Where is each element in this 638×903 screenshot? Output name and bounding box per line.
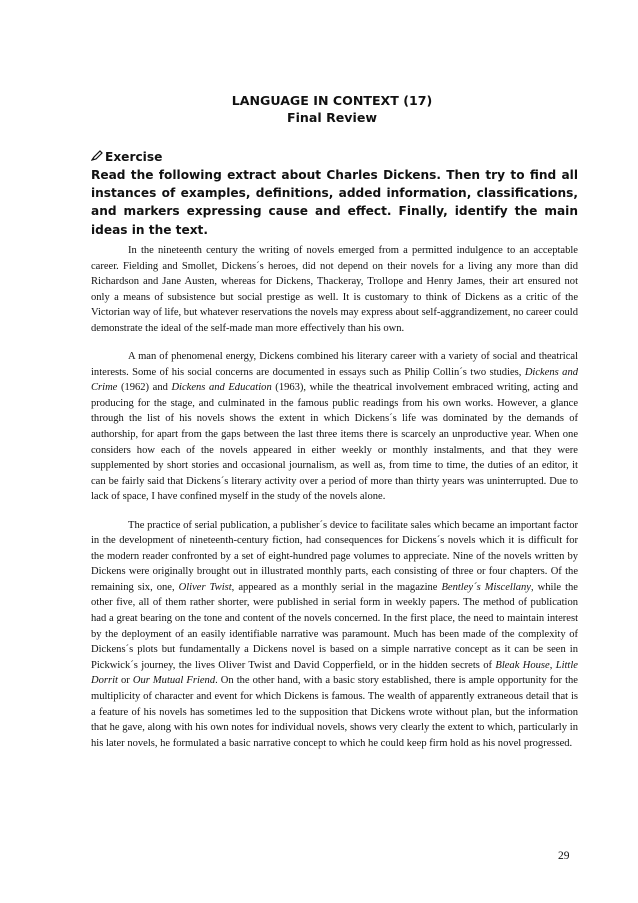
paragraph-2 bbox=[91, 349, 578, 505]
magazine-title: Bentley´s Miscellany bbox=[441, 581, 531, 593]
book-title: Dickens and Education bbox=[171, 382, 272, 394]
title-line-1: LANGUAGE IN CONTEXT (17) bbox=[231, 93, 433, 108]
title-line-2: Final Review bbox=[286, 109, 378, 125]
article-body bbox=[91, 243, 578, 764]
exercise-instructions: Read the following extract about Charles Dickens. Then try to find all instances of examples, definitions, added information, classifications, and markers expressing cause and effect. Finally, identify the main ideas in the text. bbox=[91, 168, 578, 237]
paragraph-3-text: , appeared as a monthly serial in the magazine bbox=[231, 581, 442, 593]
paragraph-1: In the nineteenth century the writing of novels emerged from a permitted indulgence to an acceptable career. Fielding and Smollet, Dickens´s heroes, did not depend on their novels for a living any more than did Richardson and Jane Austen, whereas for Dickens, Thackeray, Trollope and Henry James, their art ensured not only a means of subsistence but social prestige as well. It is customary to think of Dickens as a critic of the Victorian way of life, but whatever reservations the novels may express about self-aggrandizement, no career could demonstrate the ideal of the self-made man more effectively than his own. bbox=[91, 245, 578, 334]
paragraph-3-text: , bbox=[549, 659, 556, 671]
book-title: Our Mutual Friend bbox=[132, 675, 216, 687]
exercise-heading bbox=[91, 150, 578, 164]
book-title: Dickens and Crime bbox=[91, 366, 578, 394]
book-title: Little Dorrit bbox=[91, 659, 578, 687]
paragraph-2-text: (1962) and bbox=[117, 382, 172, 394]
paragraph-3-text: or bbox=[117, 675, 133, 687]
paragraph-3-text: , while the other five, all of them rather shorter, were published in serial form in weekly papers. The method of publication had a great bearing on the tone and content of the novels concerned. In the first place, the need to maintain interest by the deployment of an easily identifiable narrative was paramount. Much has been made of the complexity of Dickens´s plots but fundamentally a Dickens novel is based on a simple narrative concept as it can be seen in Pickwick´s journey, the lives Oliver Twist and David Copperfield, or in the hidden secrets of bbox=[91, 581, 578, 671]
page-number: 29 bbox=[558, 850, 570, 862]
paragraph-3 bbox=[91, 518, 578, 752]
pencil-icon bbox=[91, 150, 105, 164]
paragraph-2-text: (1963), while the theatrical involvement embraced writing, acting and producing for the stage, and culminated in the famous public readings from his own works. However, a glance through the list of his novels shows the extent in which Dickens´s life was dominated by the demands of authorship, for apart from the gaps between the last three items there is scarcely an unproductive year. When one considers how each of the novels appeared in either weekly or monthly instalments, and that they were supplemented by short stories and occasional journalism, as well as, from time to time, the duties of an editor, it can be fairly said that Dickens´s literary activity over a period of more than thirty years was uninterrupted. Due to lack of space, I have confined myself in the study of the novels alone. bbox=[91, 382, 578, 503]
paragraph-2-text: A man of phenomenal energy, Dickens combined his literary career with a variety of social and theatrical interests. Some of his social concerns are documented in essays such as Philip Collin´s two studies, bbox=[91, 351, 578, 378]
book-title: Oliver Twist bbox=[178, 581, 232, 593]
paragraph-3-text: The practice of serial publication, a publisher´s device to facilitate sales which became an important factor in the development of nineteenth-century fiction, had consequences for Dickens´s novels which it is difficult for the modern reader confronted by a set of eight-hundred page volumes to appreciate. Nine of the novels written by Dickens were originally brought out in illustrated monthly parts, each consisting of three or four chapters. Of the remaining six, one, bbox=[91, 519, 578, 593]
paragraph-3-text: . On the other hand, with a basic story established, there is ample opportunity for the multiplicity of character and event for which Dickens is famous. The wealth of apparently extraneous detail that is a feature of his novels has sometimes led to the supposition that Dickens wrote without plan, but the information that he gave, along with his own notes for individual novels, shows very clearly the extent to which, particularly in his later novels, he formulated a basic narrative concept to which he could keep firm hold as his novel progressed. bbox=[91, 675, 578, 749]
page-title bbox=[0, 93, 638, 127]
book-title: Bleak House bbox=[495, 659, 550, 671]
exercise-label: Exercise bbox=[105, 150, 163, 164]
